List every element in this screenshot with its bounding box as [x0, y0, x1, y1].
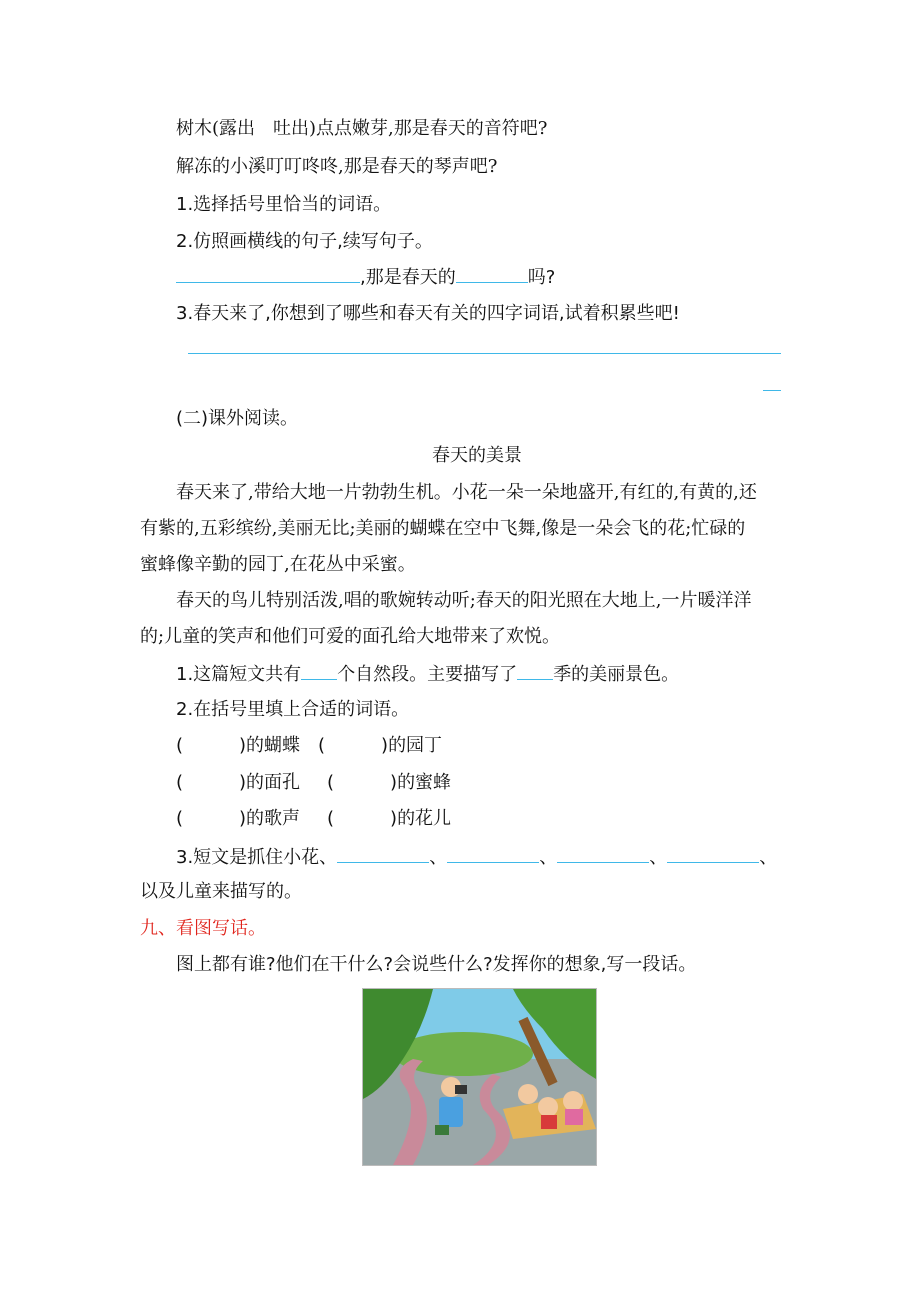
q1-part-a: 1.这篇短文共有: [176, 664, 302, 685]
paren-word: 的歌声: [246, 808, 301, 829]
answer-line[interactable]: [188, 353, 781, 354]
paren-blank[interactable]: ): [239, 735, 247, 756]
q1-part-b: 个自然段。主要描写了: [337, 664, 518, 685]
section-heading: (二)课外阅读。: [176, 408, 299, 429]
article-p1-line-3: 蜜蜂像辛勤的园丁,在花丛中采蜜。: [140, 554, 416, 575]
section-9-heading: 九、看图写话。: [140, 918, 266, 939]
answer-blank[interactable]: [667, 844, 759, 863]
paren-left: (: [327, 772, 335, 793]
paren-word: 的面孔: [246, 772, 301, 793]
sentence-mid: ,那是春天的: [360, 267, 456, 288]
article-p1-line-1: 春天来了,带给大地一片勃勃生机。小花一朵一朵地盛开,有红的,有黄的,还: [176, 482, 757, 503]
child-3-body: [565, 1109, 583, 1125]
answer-blank[interactable]: [447, 844, 539, 863]
passage-line-2: 解冻的小溪叮叮咚咚,那是春天的琴声吧?: [176, 156, 498, 177]
separator: 、: [429, 847, 448, 868]
sentence-end: 吗?: [527, 267, 556, 288]
paren-row: [176, 807, 451, 831]
paren-left: (: [176, 772, 184, 793]
fill-sentence: [176, 264, 555, 290]
paren-word: 的园丁: [388, 735, 443, 756]
reading-question-3-cont: 以及儿童来描写的。: [140, 881, 302, 902]
paren-left: (: [318, 735, 326, 756]
article-p1-line-2: 有紫的,五彩缤纷,美丽无比;美丽的蝴蝶在空中飞舞,像是一朵会飞的花;忙碌的: [140, 518, 746, 539]
answer-blank[interactable]: [517, 661, 553, 680]
q3-part-a: 3.短文是抓住小花、: [176, 847, 338, 868]
reading-question-1: [176, 661, 679, 687]
q1-part-c: 季的美丽景色。: [553, 664, 680, 685]
separator: 、: [759, 847, 778, 868]
child-3-head: [563, 1091, 583, 1111]
paren-row: [176, 771, 451, 795]
question-1: 1.选择括号里恰当的词语。: [176, 194, 392, 215]
photographer-body: [439, 1097, 463, 1127]
separator: 、: [649, 847, 668, 868]
paren-row: [176, 734, 442, 758]
question-3: 3.春天来了,你想到了哪些和春天有关的四字词语,试着积累些吧!: [176, 303, 680, 324]
reading-question-2: 2.在括号里填上合适的词语。: [176, 699, 410, 720]
paren-word: 的花儿: [397, 808, 452, 829]
picture-illustration: [362, 988, 597, 1166]
article-title: 春天的美景: [432, 445, 522, 466]
separator: 、: [539, 847, 558, 868]
child-1-head: [518, 1084, 538, 1104]
paren-blank[interactable]: ): [381, 735, 389, 756]
article-p2-line-1: 春天的鸟儿特别活泼,唱的歌婉转动听;春天的阳光照在大地上,一片暖洋洋: [176, 590, 752, 611]
child-2-head: [538, 1097, 558, 1117]
paren-left: (: [327, 808, 335, 829]
answer-blank[interactable]: [301, 661, 337, 680]
paren-blank[interactable]: ): [239, 808, 247, 829]
paren-blank[interactable]: ): [390, 772, 398, 793]
passage-line-1: 树木(露出 吐出)点点嫩芽,那是春天的音符吧?: [176, 118, 548, 139]
photographer-legs: [435, 1125, 449, 1135]
camera: [455, 1085, 467, 1094]
paren-word: 的蜜蜂: [397, 772, 452, 793]
paren-blank[interactable]: ): [239, 772, 247, 793]
question-2: 2.仿照画横线的句子,续写句子。: [176, 231, 433, 252]
writing-prompt: 图上都有谁?他们在干什么?会说些什么?发挥你的想象,写一段话。: [176, 954, 697, 975]
answer-blank[interactable]: [557, 844, 649, 863]
park-scene-image: [363, 989, 596, 1165]
article-p2-line-2: 的;儿童的笑声和他们可爱的面孔给大地带来了欢悦。: [140, 626, 561, 647]
answer-line-end: [763, 390, 781, 391]
child-2-body: [541, 1115, 557, 1129]
paren-blank[interactable]: ): [390, 808, 398, 829]
answer-blank[interactable]: [176, 264, 360, 283]
answer-blank[interactable]: [337, 844, 429, 863]
paren-left: (: [176, 735, 184, 756]
reading-question-3: [176, 844, 777, 870]
paren-left: (: [176, 808, 184, 829]
paren-word: 的蝴蝶: [246, 735, 301, 756]
answer-blank[interactable]: [456, 264, 528, 283]
